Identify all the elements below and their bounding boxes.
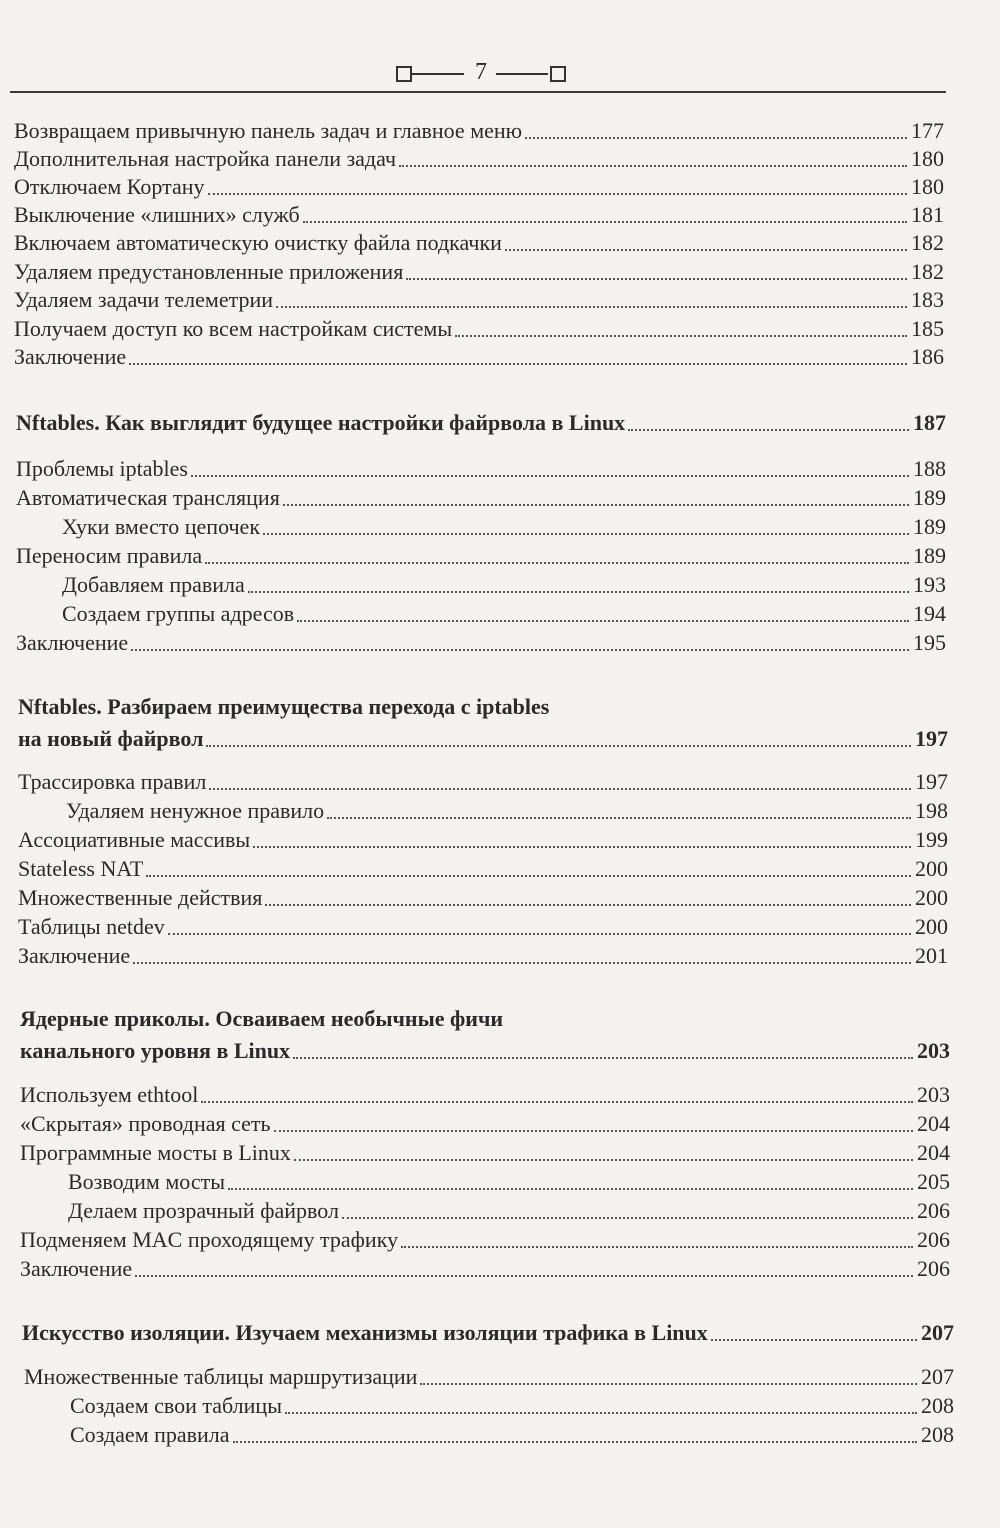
toc-entry[interactable]: Заключение 201 — [18, 943, 948, 968]
toc-entry[interactable]: Отключаем Кортану 180 — [14, 174, 944, 199]
page-number: 7 — [475, 59, 487, 85]
toc-entry[interactable]: Множественные таблицы маршрутизации 207 — [24, 1364, 954, 1389]
toc-entry[interactable]: Дополнительная настройка панели задач 180 — [14, 146, 944, 171]
toc-entry[interactable]: Переносим правила 189 — [16, 543, 946, 568]
toc-entry[interactable]: Выключение «лишних» служб 181 — [14, 202, 944, 227]
toc-entry[interactable]: Stateless NAT 200 — [18, 856, 948, 881]
toc-subentry[interactable]: Добавляем правила 193 — [62, 572, 946, 597]
toc-entry[interactable]: Заключение 186 — [14, 344, 944, 369]
toc-section-heading[interactable]: Искусство изоляции. Изучаем механизмы изоляции трафика в Linux 207 — [22, 1320, 954, 1345]
toc-entry[interactable]: Заключение 195 — [16, 630, 946, 655]
toc-entry[interactable]: Множественные действия 200 — [18, 885, 948, 910]
toc-entry[interactable]: Таблицы netdev 200 — [18, 914, 948, 939]
toc-entry[interactable]: Программные мосты в Linux 204 — [20, 1140, 950, 1165]
toc-section-heading[interactable]: Nftables. Как выглядит будущее настройки файрвола в Linux 187 — [16, 410, 946, 435]
toc-section-heading-line1[interactable]: Ядерные приколы. Осваиваем необычные фичи — [20, 1006, 504, 1031]
toc-section-heading[interactable]: канального уровня в Linux 203 — [20, 1038, 950, 1063]
toc-entry[interactable]: Используем ethtool 203 — [20, 1082, 950, 1107]
toc-entry[interactable]: «Скрытая» проводная сеть 204 — [20, 1111, 950, 1136]
toc-subentry[interactable]: Создаем группы адресов 194 — [62, 601, 946, 626]
toc-entry[interactable]: Удаляем предустановленные приложения 182 — [14, 259, 944, 284]
toc-subentry[interactable]: Хуки вместо цепочек 189 — [62, 514, 946, 539]
toc-section-heading-line1[interactable]: Nftables. Разбираем преимущества перехода с iptables — [18, 694, 550, 719]
toc-entry[interactable]: Получаем доступ ко всем настройкам системы 185 — [14, 316, 944, 341]
toc-subentry[interactable]: Делаем прозрачный файрвол 206 — [68, 1198, 950, 1223]
toc-entry[interactable]: Трассировка правил 197 — [18, 769, 948, 794]
toc-subentry[interactable]: Удаляем ненужное правило 198 — [66, 798, 948, 823]
toc-subentry[interactable]: Создаем правила 208 — [70, 1422, 954, 1447]
toc-entry[interactable]: Заключение 206 — [20, 1256, 950, 1281]
toc-entry[interactable]: Автоматическая трансляция 189 — [16, 485, 946, 510]
toc-entry[interactable]: Включаем автоматическую очистку файла подкачки 182 — [14, 230, 944, 255]
toc-entry[interactable]: Проблемы iptables 188 — [16, 456, 946, 481]
toc-subentry[interactable]: Создаем свои таблицы 208 — [70, 1393, 954, 1418]
toc-entry[interactable]: Возвращаем привычную панель задач и главное меню 177 — [14, 118, 944, 143]
toc-entry[interactable]: Подменяем MAC проходящему трафику 206 — [20, 1227, 950, 1252]
toc-subentry[interactable]: Возводим мосты 205 — [68, 1169, 950, 1194]
toc-section-heading[interactable]: на новый файрвол 197 — [18, 726, 948, 751]
toc-entry[interactable]: Удаляем задачи телеметрии 183 — [14, 287, 944, 312]
toc-entry[interactable]: Ассоциативные массивы 199 — [18, 827, 948, 852]
